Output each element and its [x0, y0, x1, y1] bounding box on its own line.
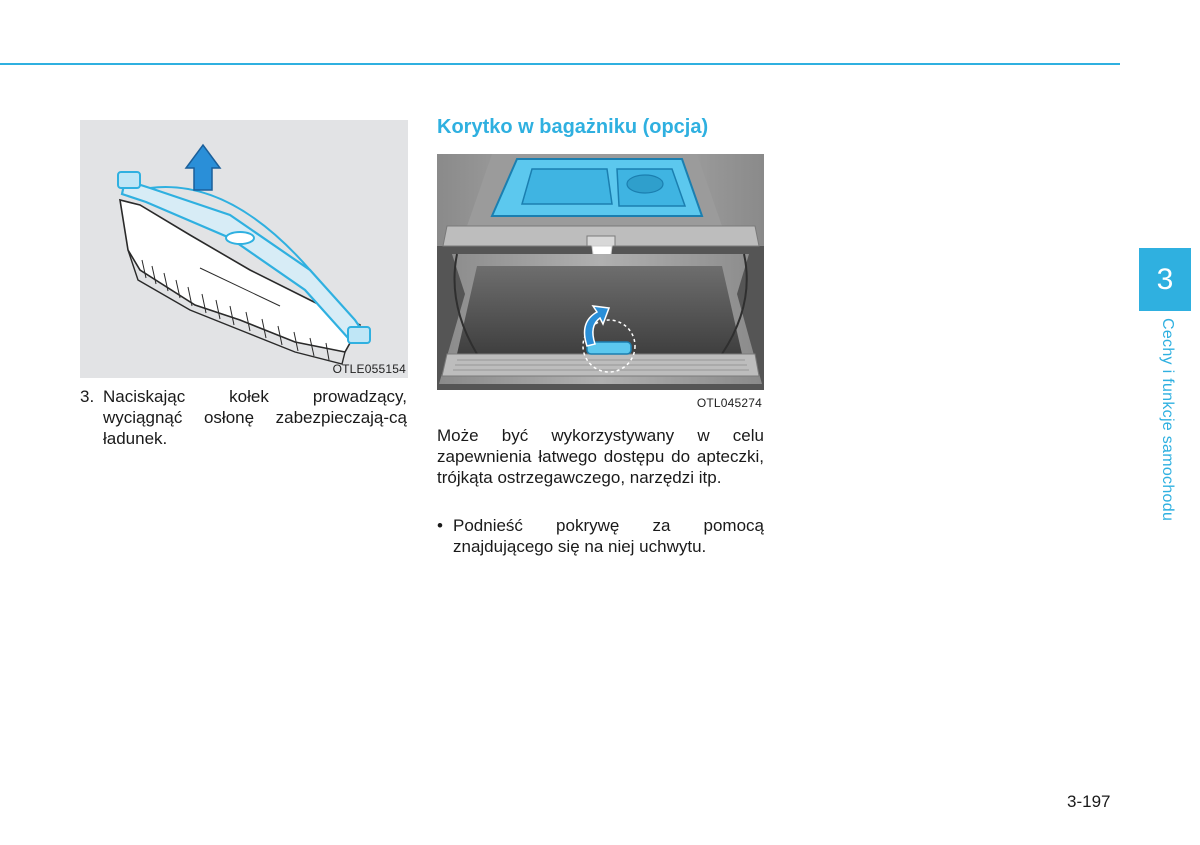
- step-text: Naciskając kołek prowadzący, wyciągnąć osłonę zabezpieczają-cą ładunek.: [103, 387, 407, 448]
- figure-luggage-tray: [437, 154, 764, 413]
- description-paragraph: Może być wykorzystywany w celu zapewnienia łatwego dostępu do apteczki, trójkąta ostrzegawczego, narzędzi itp.: [437, 426, 764, 487]
- cargo-cover-illustration: [80, 120, 408, 378]
- step-number: 3.: [80, 387, 95, 406]
- cover-end-cap-right: [348, 327, 370, 343]
- bullet-item: [437, 515, 764, 557]
- instruction-step-3: [80, 386, 407, 449]
- lift-arrow-icon: [186, 145, 220, 190]
- chapter-number-tab: 3: [1139, 248, 1191, 311]
- cover-end-cap-left: [118, 172, 140, 188]
- figure-code-right: OTL045274: [696, 396, 762, 410]
- figure-cargo-cover: [80, 120, 408, 378]
- luggage-tray-photo: [437, 154, 764, 413]
- page-number: 3-197: [1067, 792, 1111, 811]
- figure-code-left: OTLE055154: [332, 362, 406, 376]
- section-heading: Korytko w bagażniku (opcja): [437, 116, 709, 138]
- header-rule: [0, 63, 1120, 65]
- bullet-text: Podnieść pokrywę za pomocą znajdującego się na niej uchwytu.: [453, 516, 764, 556]
- bullet-symbol: •: [437, 516, 443, 535]
- chapter-title: Cechy i funkcje samochodu: [1159, 318, 1176, 522]
- cover-handle: [226, 232, 254, 244]
